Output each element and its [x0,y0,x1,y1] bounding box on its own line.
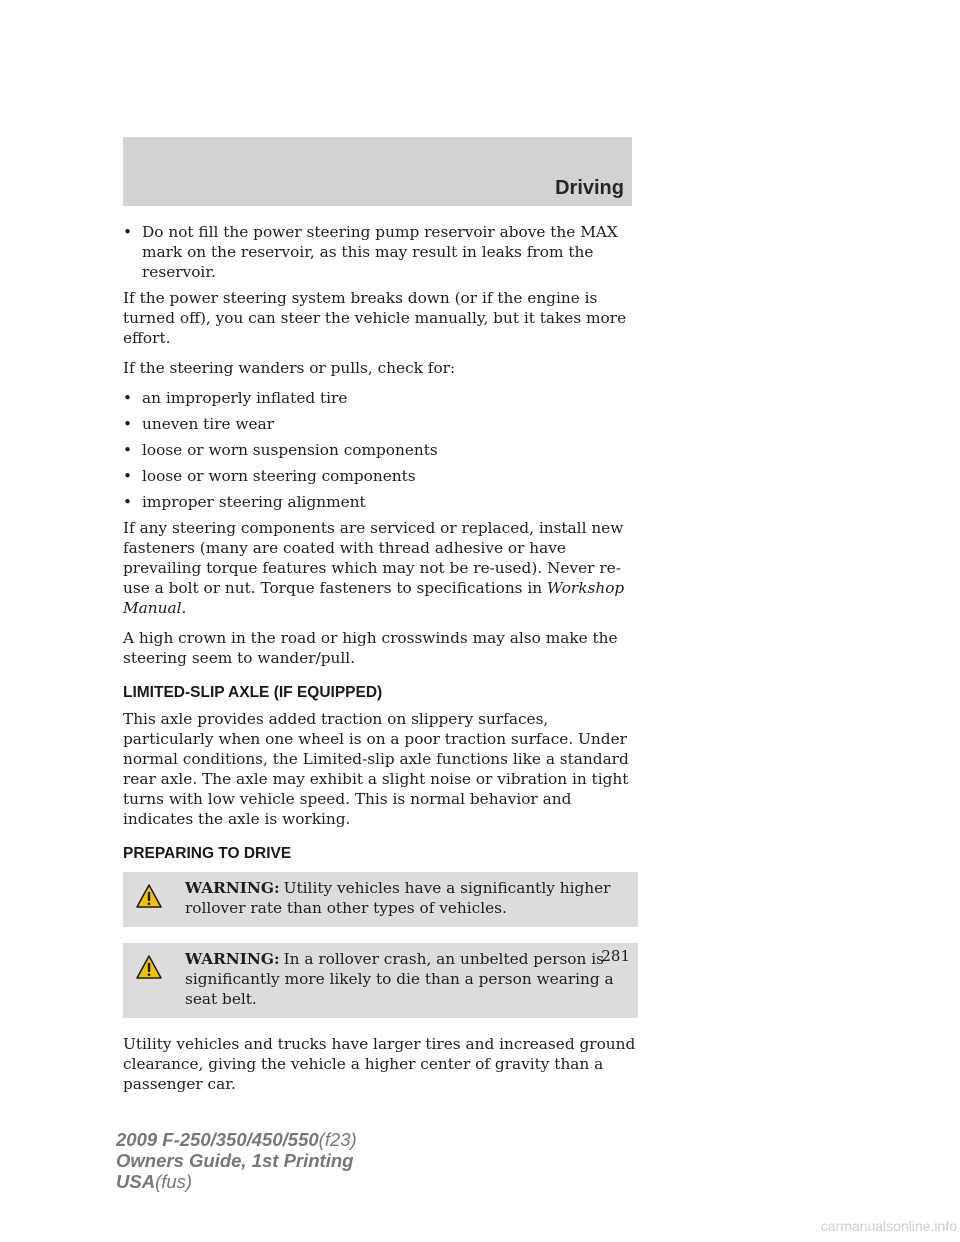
page-content [123,222,638,1104]
list-item-text: uneven tire wear [142,415,275,433]
footer-guide: Owners Guide, 1st Printing [116,1150,354,1171]
watermark: carmanualsonline.info [820,1218,957,1234]
list-item-text: loose or worn suspension components [142,441,438,459]
bullet-icon: • [123,223,133,241]
list-item [123,414,638,434]
bullet-icon: • [123,467,133,485]
footer-line-model [116,1129,357,1150]
footer-market: USA [116,1171,156,1192]
heading-limited-slip: LIMITED-SLIP AXLE (IF EQUIPPED) [123,684,383,701]
page-number: 281 [601,947,630,965]
section-title: Driving [555,177,624,199]
list-item-text: improper steering alignment [142,493,366,511]
bullet-icon: • [123,389,133,407]
bullet-icon: • [123,493,133,511]
list-item [123,466,638,486]
paragraph-preparing: Utility vehicles and trucks have larger tires and increased ground clearance, giving the vehicle a higher center of gravity than a passenger car. [123,1035,636,1093]
paragraph-limited-slip: This axle provides added traction on slippery surfaces, particularly when one wheel is on a poor traction surface. Under normal conditions, the Limited-slip axle functions like a standard rear axle. The axle may exhibit a slight noise or vibration in tight turns with low vehicle speed. This is normal behavior and indicates the axle is working. [123,710,629,828]
paragraph-crown: A high crown in the road or high crosswinds may also make the steering seem to wander/pull. [123,629,618,667]
section-header-band [123,137,632,206]
bullet-icon: • [123,415,133,433]
paragraph-serviced [123,518,638,618]
warning-label: WARNING: [185,950,280,968]
bullet-icon: • [123,441,133,459]
list-item [123,222,638,282]
document-footer [116,1129,357,1192]
serviced-end: . [181,599,187,617]
warning-label: WARNING: [185,879,280,897]
bullet-text: Do not fill the power steering pump reservoir above the MAX mark on the reservoir, as this may result in leaks from the reservoir. [142,223,618,281]
check-list [123,388,638,512]
footer-model-code: (f23) [318,1129,357,1150]
manual-reference: Workshop Manual [123,579,625,617]
list-item-text: loose or worn steering components [142,467,416,485]
warning-triangle-icon [136,884,162,908]
warning-box [123,943,638,1018]
footer-line-guide [116,1150,357,1171]
footer-market-code: (fus) [155,1171,193,1192]
warning-box [123,872,638,927]
warning-text: Utility vehicles have a significantly higher rollover rate than other types of vehicles. [185,879,611,917]
list-item [123,440,638,460]
warning-triangle-icon [136,955,162,979]
list-item [123,492,638,512]
warning-text: In a rollover crash, an unbelted person is significantly more likely to die than a person wearing a seat belt. [185,950,614,1008]
list-item [123,388,638,408]
footer-line-market [116,1171,357,1192]
paragraph-wanders: If the steering wanders or pulls, check for: [123,359,456,377]
paragraph-breakdown: If the power steering system breaks down (or if the engine is turned off), you can steer the vehicle manually, but it takes more effort. [123,289,627,347]
heading-preparing-to-drive: PREPARING TO DRIVE [123,845,292,862]
list-item-text: an improperly inflated tire [142,389,348,407]
footer-model: 2009 F-250/350/450/550 [116,1129,319,1150]
serviced-text: If any steering components are serviced or replaced, install new fasteners (many are coated with thread adhesive or have prevailing torque features which may not be re-used). Never re-use a bolt or nut. Torque fasteners to specifications in [123,519,624,597]
